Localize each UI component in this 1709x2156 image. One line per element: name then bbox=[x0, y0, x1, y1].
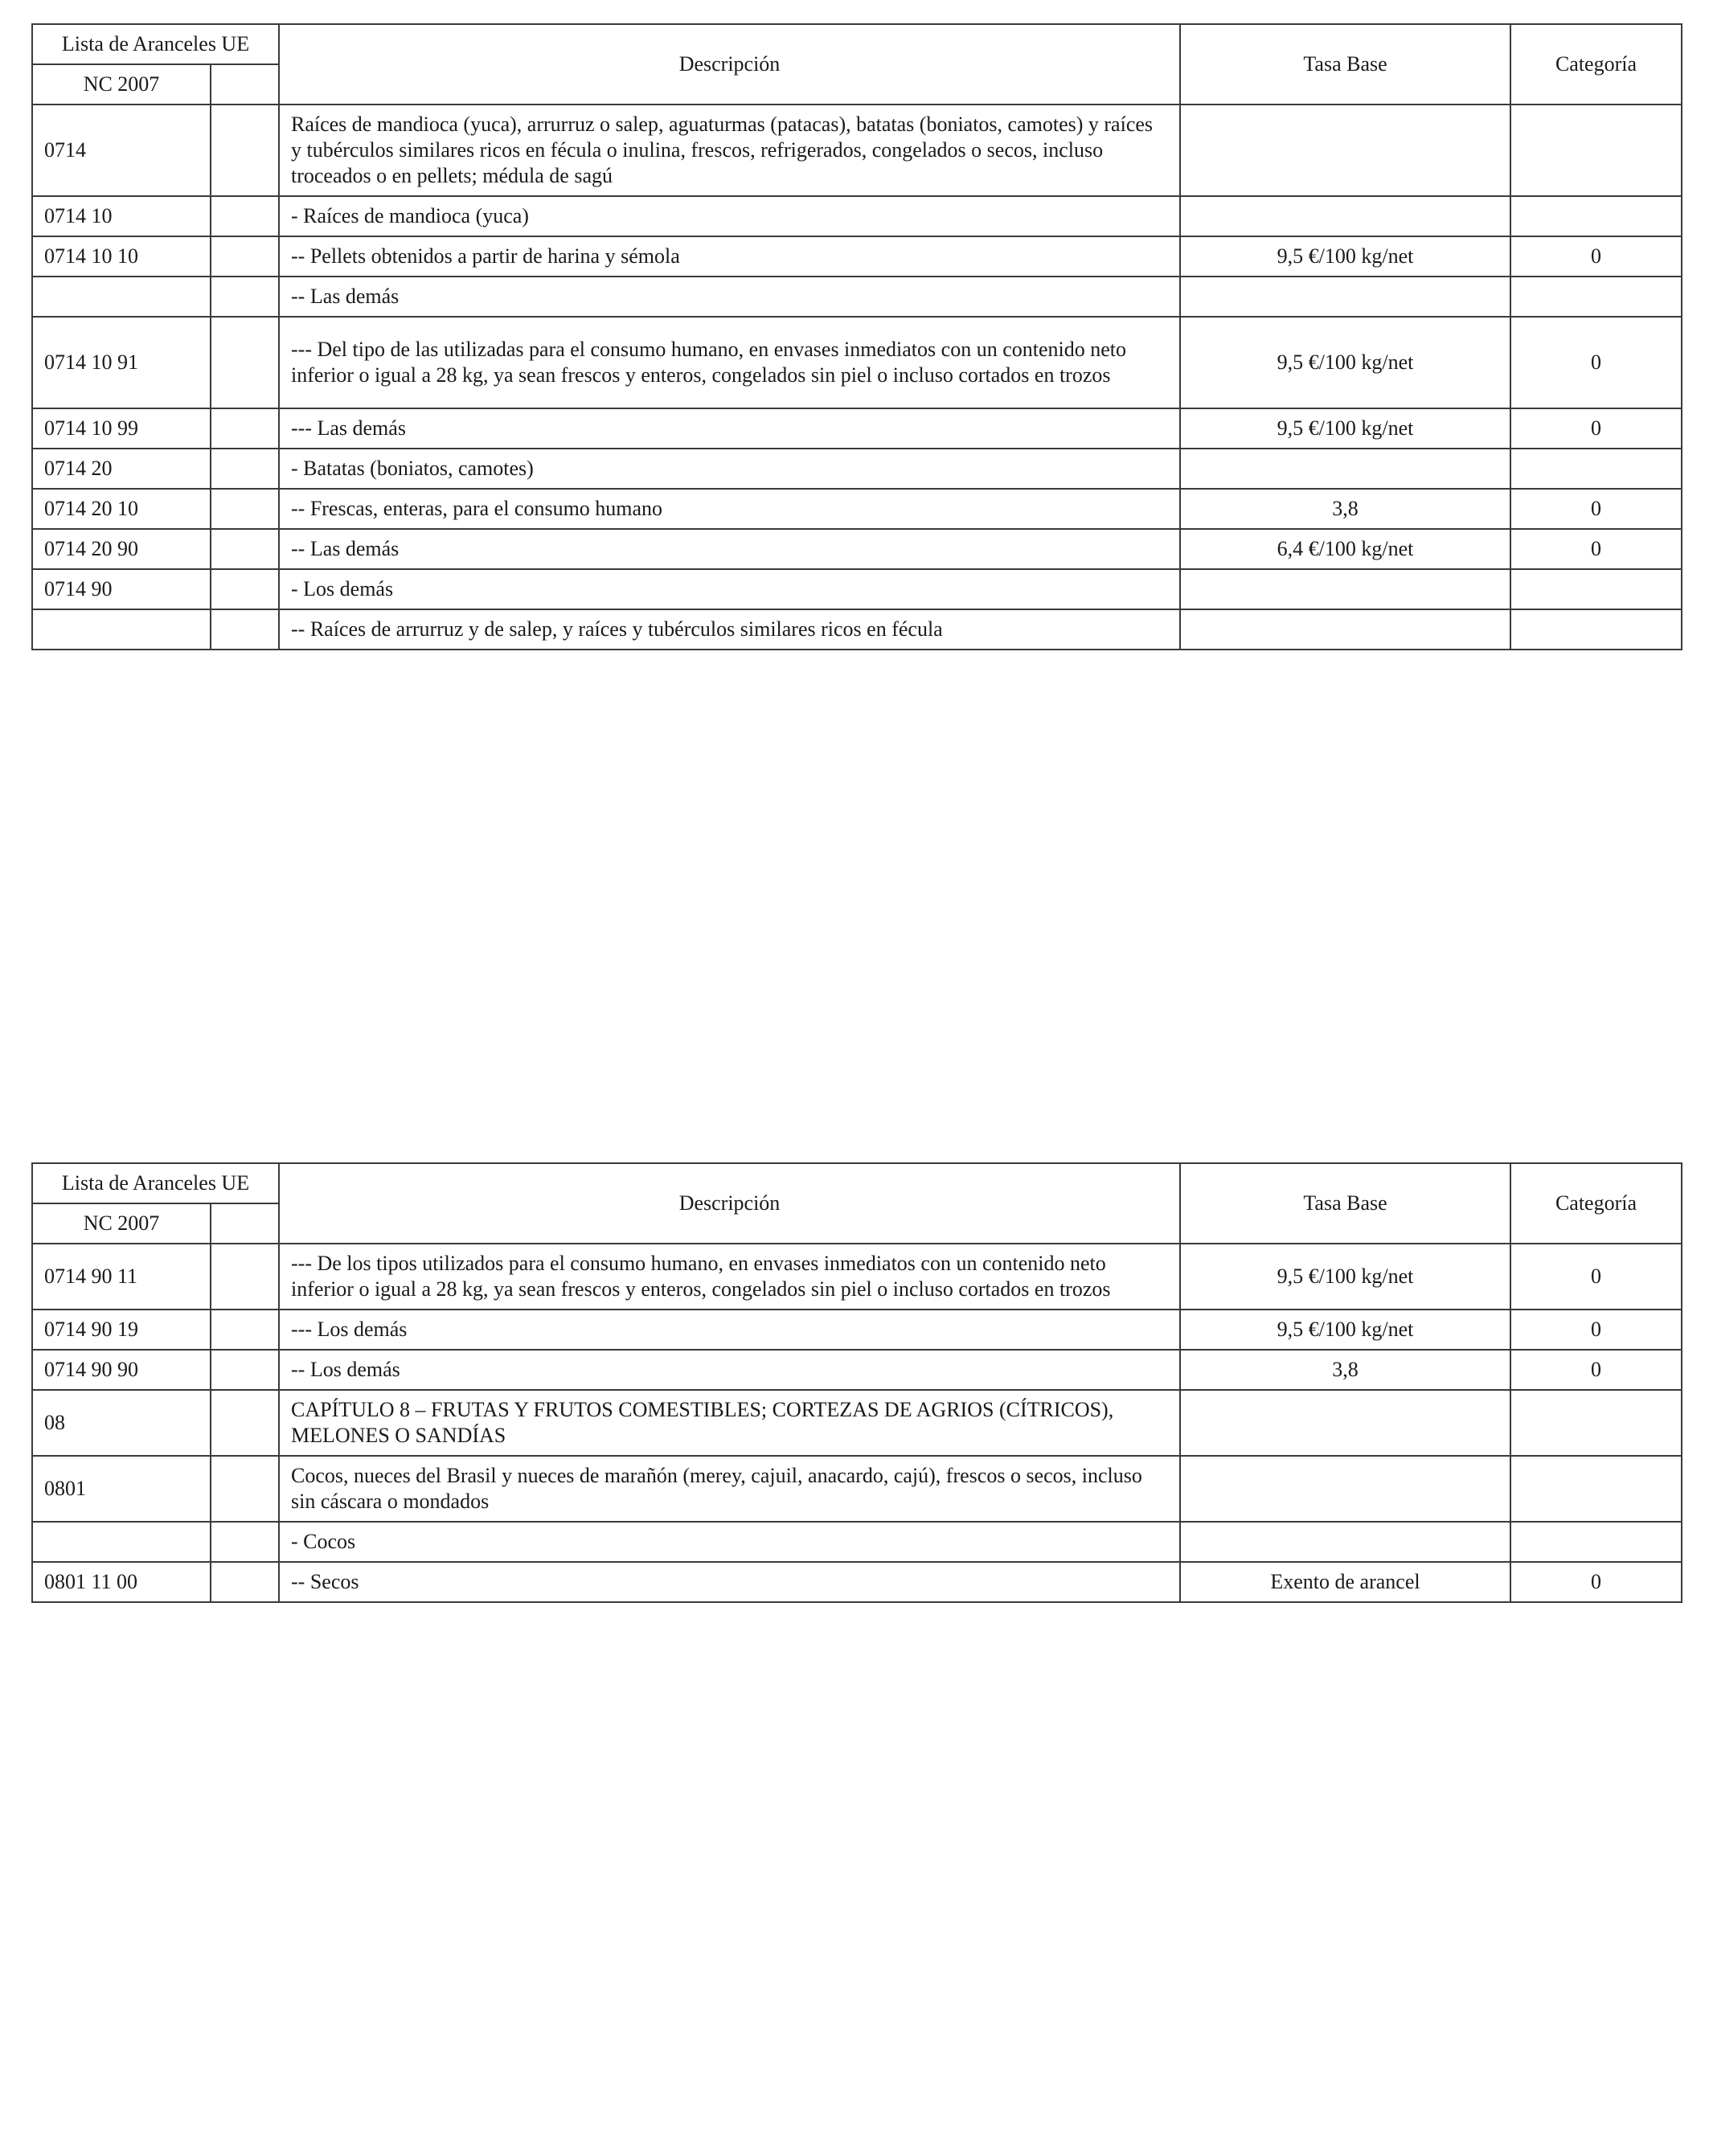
row-blank bbox=[211, 196, 279, 236]
row-description: - Raíces de mandioca (yuca) bbox=[279, 196, 1180, 236]
row-description: Cocos, nueces del Brasil y nueces de marañón (merey, cajuil, anacardo, cajú), frescos o secos, incluso sin cáscara o mondados bbox=[279, 1456, 1180, 1522]
row-blank bbox=[211, 236, 279, 277]
row-code bbox=[32, 1522, 211, 1562]
row-blank bbox=[211, 1562, 279, 1602]
row-blank bbox=[211, 529, 279, 569]
row-tasa-base: 9,5 €/100 kg/net bbox=[1180, 1310, 1510, 1350]
table-row bbox=[32, 408, 1682, 449]
row-categoria bbox=[1510, 609, 1682, 650]
row-description: -- Las demás bbox=[279, 277, 1180, 317]
row-code: 0714 20 bbox=[32, 449, 211, 489]
header-lista-aranceles: Lista de Aranceles UE bbox=[32, 1163, 279, 1203]
row-categoria: 0 bbox=[1510, 489, 1682, 529]
row-description: - Los demás bbox=[279, 569, 1180, 609]
row-tasa-base: 9,5 €/100 kg/net bbox=[1180, 317, 1510, 408]
header-nc-2007: NC 2007 bbox=[32, 1203, 211, 1244]
row-categoria bbox=[1510, 449, 1682, 489]
row-code: 0714 90 19 bbox=[32, 1310, 211, 1350]
row-tasa-base bbox=[1180, 1390, 1510, 1456]
row-code: 0714 90 11 bbox=[32, 1244, 211, 1310]
row-blank bbox=[211, 408, 279, 449]
row-description: Raíces de mandioca (yuca), arrurruz o salep, aguaturmas (patacas), batatas (boniatos, camotes) y raíces y tubérculos similares ricos en fécula o inulina, frescos, refrigerados, congelados o secos, incluso troceados o en pellets; médula de sagú bbox=[279, 105, 1180, 196]
row-tasa-base: 3,8 bbox=[1180, 489, 1510, 529]
table-row bbox=[32, 1350, 1682, 1390]
row-description: -- Frescas, enteras, para el consumo humano bbox=[279, 489, 1180, 529]
row-tasa-base bbox=[1180, 277, 1510, 317]
row-blank bbox=[211, 449, 279, 489]
row-blank bbox=[211, 1350, 279, 1390]
row-categoria bbox=[1510, 1456, 1682, 1522]
table-row bbox=[32, 529, 1682, 569]
row-blank bbox=[211, 609, 279, 650]
tariff-table-1 bbox=[31, 23, 1682, 650]
header-nc-2007: NC 2007 bbox=[32, 64, 211, 105]
row-blank bbox=[211, 489, 279, 529]
row-tasa-base: 9,5 €/100 kg/net bbox=[1180, 1244, 1510, 1310]
row-categoria: 0 bbox=[1510, 408, 1682, 449]
row-description: -- Pellets obtenidos a partir de harina y sémola bbox=[279, 236, 1180, 277]
header-blank bbox=[211, 64, 279, 105]
row-description: -- Secos bbox=[279, 1562, 1180, 1602]
header-categoria: Categoría bbox=[1510, 1163, 1682, 1244]
header-tasa-base: Tasa Base bbox=[1180, 1163, 1510, 1244]
table-row bbox=[32, 1522, 1682, 1562]
row-categoria bbox=[1510, 1522, 1682, 1562]
row-description: CAPÍTULO 8 – FRUTAS Y FRUTOS COMESTIBLES; CORTEZAS DE AGRIOS (CÍTRICOS), MELONES O SANDÍAS bbox=[279, 1390, 1180, 1456]
row-code: 0714 90 90 bbox=[32, 1350, 211, 1390]
row-description: --- Las demás bbox=[279, 408, 1180, 449]
row-description: - Cocos bbox=[279, 1522, 1180, 1562]
row-description: - Batatas (boniatos, camotes) bbox=[279, 449, 1180, 489]
row-blank bbox=[211, 317, 279, 408]
row-categoria bbox=[1510, 277, 1682, 317]
table-row bbox=[32, 1310, 1682, 1350]
row-description: -- Raíces de arrurruz y de salep, y raíces y tubérculos similares ricos en fécula bbox=[279, 609, 1180, 650]
table-row bbox=[32, 105, 1682, 196]
row-code: 0801 bbox=[32, 1456, 211, 1522]
row-tasa-base: 9,5 €/100 kg/net bbox=[1180, 236, 1510, 277]
row-categoria: 0 bbox=[1510, 1244, 1682, 1310]
row-description: --- Los demás bbox=[279, 1310, 1180, 1350]
header-tasa-base: Tasa Base bbox=[1180, 24, 1510, 105]
row-description: -- Los demás bbox=[279, 1350, 1180, 1390]
row-tasa-base bbox=[1180, 196, 1510, 236]
table-row bbox=[32, 1562, 1682, 1602]
row-tasa-base bbox=[1180, 1522, 1510, 1562]
row-categoria bbox=[1510, 1390, 1682, 1456]
row-description: -- Las demás bbox=[279, 529, 1180, 569]
row-code: 0714 20 10 bbox=[32, 489, 211, 529]
row-code: 0714 bbox=[32, 105, 211, 196]
table-row bbox=[32, 1390, 1682, 1456]
row-tasa-base bbox=[1180, 449, 1510, 489]
row-description: --- Del tipo de las utilizadas para el consumo humano, en envases inmediatos con un contenido neto inferior o igual a 28 kg, ya sean frescos y enteros, congelados sin piel o incluso cortados en trozos bbox=[279, 317, 1180, 408]
table-row bbox=[32, 449, 1682, 489]
row-blank bbox=[211, 1522, 279, 1562]
row-tasa-base: 6,4 €/100 kg/net bbox=[1180, 529, 1510, 569]
row-blank bbox=[211, 1456, 279, 1522]
table-row bbox=[32, 196, 1682, 236]
row-tasa-base bbox=[1180, 1456, 1510, 1522]
row-code: 0714 10 10 bbox=[32, 236, 211, 277]
table-row bbox=[32, 236, 1682, 277]
row-blank bbox=[211, 277, 279, 317]
row-categoria: 0 bbox=[1510, 1350, 1682, 1390]
table-row bbox=[32, 1244, 1682, 1310]
row-tasa-base: 9,5 €/100 kg/net bbox=[1180, 408, 1510, 449]
header-descripcion: Descripción bbox=[279, 1163, 1180, 1244]
row-blank bbox=[211, 105, 279, 196]
table-row bbox=[32, 609, 1682, 650]
table-row bbox=[32, 569, 1682, 609]
header-categoria: Categoría bbox=[1510, 24, 1682, 105]
row-categoria: 0 bbox=[1510, 1562, 1682, 1602]
row-tasa-base: 3,8 bbox=[1180, 1350, 1510, 1390]
row-categoria: 0 bbox=[1510, 1310, 1682, 1350]
row-code: 0714 10 bbox=[32, 196, 211, 236]
row-categoria bbox=[1510, 105, 1682, 196]
row-categoria: 0 bbox=[1510, 317, 1682, 408]
row-blank bbox=[211, 1244, 279, 1310]
row-code: 0714 90 bbox=[32, 569, 211, 609]
row-categoria: 0 bbox=[1510, 236, 1682, 277]
row-categoria: 0 bbox=[1510, 529, 1682, 569]
row-code: 08 bbox=[32, 1390, 211, 1456]
row-code bbox=[32, 609, 211, 650]
table-row bbox=[32, 317, 1682, 408]
row-blank bbox=[211, 1310, 279, 1350]
row-code bbox=[32, 277, 211, 317]
row-code: 0714 10 99 bbox=[32, 408, 211, 449]
table-row bbox=[32, 1456, 1682, 1522]
row-description: --- De los tipos utilizados para el consumo humano, en envases inmediatos con un contenido neto inferior o igual a 28 kg, ya sean frescos y enteros, congelados sin piel o incluso cortados en trozos bbox=[279, 1244, 1180, 1310]
tariff-table-2 bbox=[31, 1162, 1682, 1603]
header-lista-aranceles: Lista de Aranceles UE bbox=[32, 24, 279, 64]
row-blank bbox=[211, 1390, 279, 1456]
row-tasa-base bbox=[1180, 609, 1510, 650]
row-blank bbox=[211, 569, 279, 609]
header-blank bbox=[211, 1203, 279, 1244]
table-row bbox=[32, 277, 1682, 317]
row-code: 0714 10 91 bbox=[32, 317, 211, 408]
row-tasa-base bbox=[1180, 105, 1510, 196]
row-categoria bbox=[1510, 569, 1682, 609]
row-categoria bbox=[1510, 196, 1682, 236]
row-code: 0801 11 00 bbox=[32, 1562, 211, 1602]
row-tasa-base: Exento de arancel bbox=[1180, 1562, 1510, 1602]
table-row bbox=[32, 489, 1682, 529]
row-tasa-base bbox=[1180, 569, 1510, 609]
header-descripcion: Descripción bbox=[279, 24, 1180, 105]
row-code: 0714 20 90 bbox=[32, 529, 211, 569]
